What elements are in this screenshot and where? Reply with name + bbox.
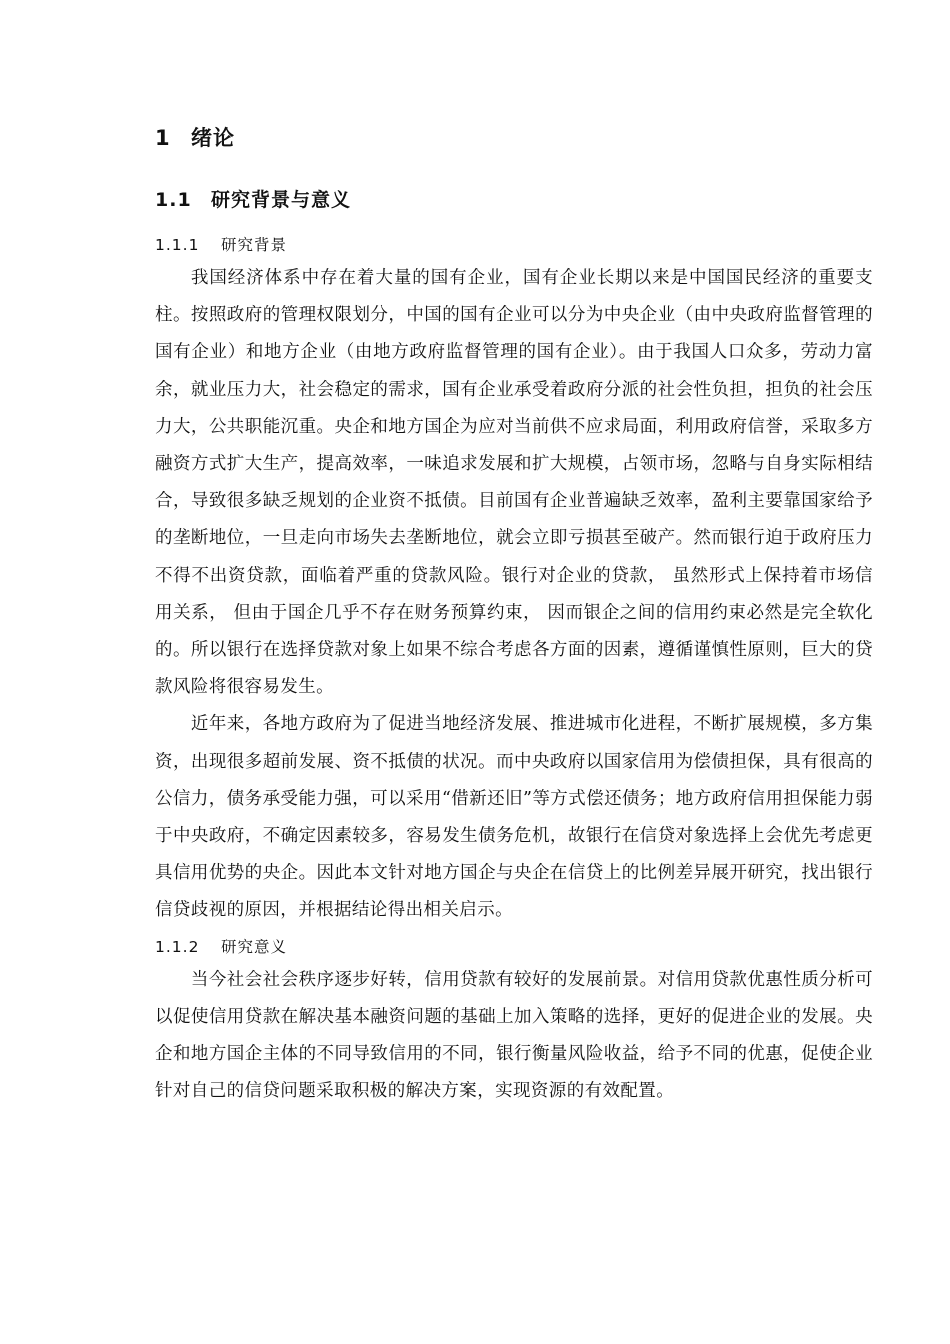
section-title: 研究背景与意义 bbox=[211, 189, 352, 211]
subsection-number: 1.1.1 bbox=[155, 236, 200, 254]
chapter-number: 1 bbox=[155, 126, 171, 150]
chapter-heading bbox=[155, 120, 873, 156]
chapter-title: 绪论 bbox=[191, 126, 235, 150]
subsection-title: 研究背景 bbox=[221, 236, 288, 254]
subsection-number: 1.1.2 bbox=[155, 937, 200, 956]
subsection-heading-significance bbox=[155, 932, 873, 962]
subsection-heading-background bbox=[155, 230, 873, 260]
document-body bbox=[155, 120, 873, 1110]
subsection-title: 研究意义 bbox=[221, 937, 288, 956]
paragraph-background-2: 近年来，各地方政府为了促进当地经济发展、推进城市化进程，不断扩展规模，多方集资，出现很多超前发展、资不抵债的状况。而中央政府以国家信用为偿债担保，具有很高的公信力，债务承受能力强，可以采用“借新还旧”等方式偿还债务；地方政府信用担保能力弱于中央政府，不确定因素较多，容易发生债务危机，故银行在信贷对象选择上会优先考虑更具信用优势的央企。因此本文针对地方国企与央企在信贷上的比例差异展开研究，找出银行信贷歧视的原因，并根据结论得出相关启示。 bbox=[155, 714, 873, 921]
paragraph-significance-1: 当今社会社会秩序逐步好转，信用贷款有较好的发展前景。对信用贷款优惠性质分析可以促使信用贷款在解决基本融资问题的基础上加入策略的选择，更好的促进企业的发展。央企和地方国企主体的不同导致信用的不同，银行衡量风险收益，给予不同的优惠，促使企业针对自己的信贷问题采取积极的解决方案，实现资源的有效配置。 bbox=[155, 969, 873, 1102]
paragraph-background-1: 我国经济体系中存在着大量的国有企业，国有企业长期以来是中国国民经济的重要支柱。按照政府的管理权限划分，中国的国有企业可以分为中央企业（由中央政府监督管理的国有企业）和地方企业（由地方政府监督管理的国有企业）。由于我国人口众多，劳动力富余，就业压力大，社会稳定的需求，国有企业承受着政府分派的社会性负担，担负的社会压力大，公共职能沉重。央企和地方国企为应对当前供不应求局面，利用政府信誉，采取多方融资方式扩大生产，提高效率，一味追求发展和扩大规模，占领市场，忽略与自身实际相结合，导致很多缺乏规划的企业资不抵债。目前国有企业普遍缺乏效率，盈利主要靠国家给予的垄断地位，一旦走向市场失去垄断地位，就会立即亏损甚至破产。然而银行迫于政府压力不得不出资贷款，面临着严重的贷款风险。银行对企业的贷款， 虽然形式上保持着市场信用关系， 但由于国企几乎不存在财务预算约束， 因而银企之间的信用约束必然是完全软化的。所以银行在选择贷款对象上如果不综合考虑各方面的因素，遵循谨慎性原则，巨大的贷款风险将很容易发生。 bbox=[155, 268, 873, 698]
section-number: 1.1 bbox=[155, 189, 192, 211]
section-heading bbox=[155, 184, 873, 216]
